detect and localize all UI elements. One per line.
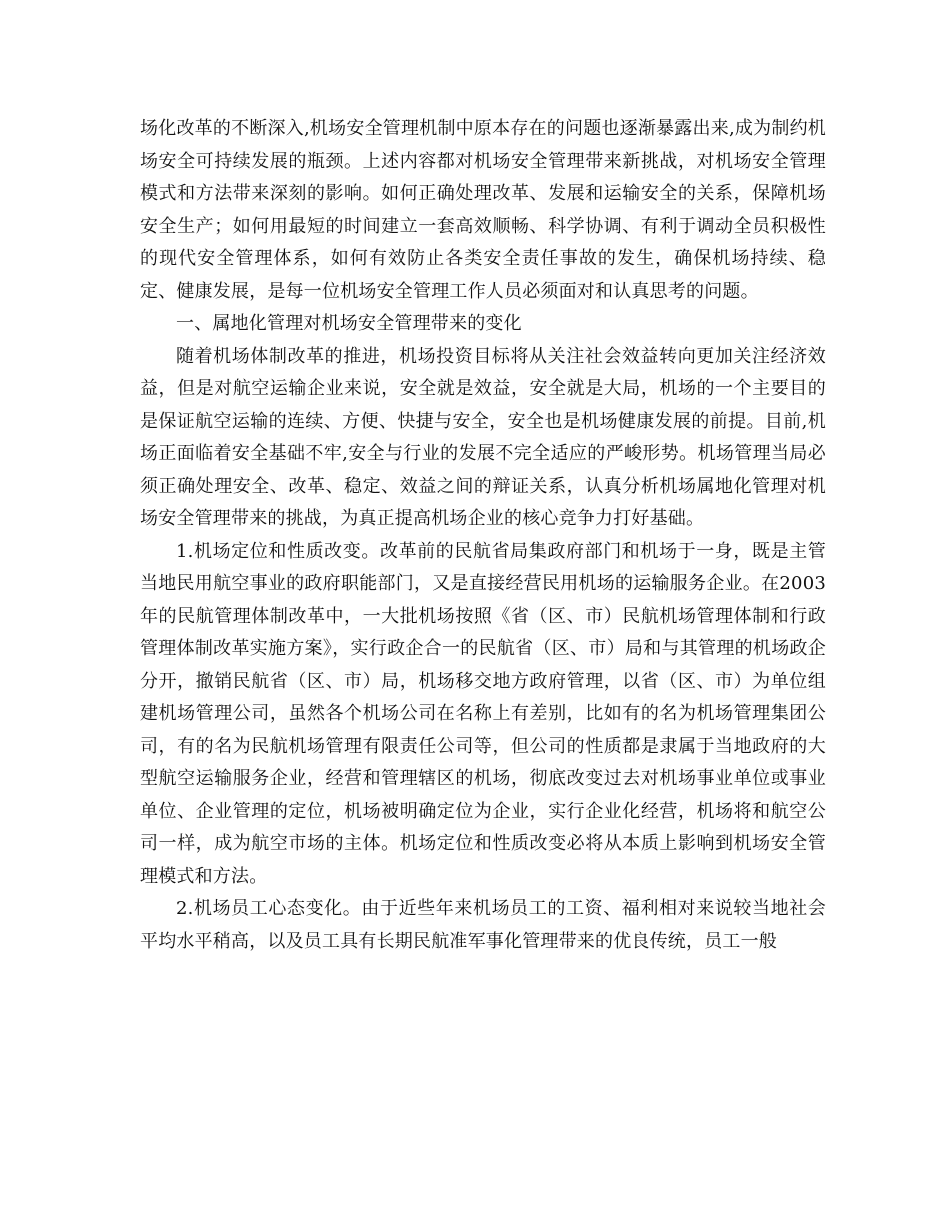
document-body <box>140 113 826 958</box>
paragraph-item-1: 1.机场定位和性质改变。改革前的民航省局集政府部门和机场于一身，既是主管当地民用航空事业的政府职能部门，又是直接经营民用机场的运输服务企业。在2003年的民航管理体制改革中，一大批机场按照《省（区、市）民航机场管理体制和行政管理体制改革实施方案》，实行政企合一的民航省（区、市）局和与其管理的机场政企分开，撤销民航省（区、市）局，机场移交地方政府管理，以省（区、市）为单位组建机场管理公司，虽然各个机场公司在名称上有差别，比如有的名为机场管理集团公司，有的名为民航机场管理有限责任公司等，但公司的性质都是隶属于当地政府的大型航空运输服务企业，经营和管理辖区的机场，彻底改变过去对机场事业单位或事业单位、企业管理的定位，机场被明确定位为企业，实行企业化经营，机场将和航空公司一样，成为航空市场的主体。机场定位和性质改变必将从本质上影响到机场安全管理模式和方法。 <box>140 540 826 887</box>
paragraph-item-2: 2.机场员工心态变化。由于近些年来机场员工的工资、福利相对来说较当地社会平均水平稍高，以及员工具有长期民航准军事化管理带来的优良传统，员工一般 <box>140 898 826 952</box>
section-heading: 一、属地化管理对机场安全管理带来的变化 <box>176 313 522 334</box>
paragraph-intro-continuation: 场化改革的不断深入,机场安全管理机制中原本存在的问题也逐渐暴露出来,成为制约机场安全可持续发展的瓶颈。上述内容都对机场安全管理带来新挑战，对机场安全管理模式和方法带来深刻的影响。如何正确处理改革、发展和运输安全的关系，保障机场安全生产；如何用最短的时间建立一套高效顺畅、科学协调、有利于调动全员积极性的现代安全管理体系，如何有效防止各类安全责任事故的发生，确保机场持续、稳定、健康发展，是每一位机场安全管理工作人员必须面对和认真思考的问题。 <box>140 118 826 302</box>
paragraph-reform-overview: 随着机场体制改革的推进，机场投资目标将从关注社会效益转向更加关注经济效益，但是对航空运输企业来说，安全就是效益，安全就是大局，机场的一个主要目的是保证航空运输的连续、方便、快捷与安全，安全也是机场健康发展的前提。目前,机场正面临着安全基础不牢,安全与行业的发展不完全适应的严峻形势。机场管理当局必须正确处理安全、改革、稳定、效益之间的辩证关系，认真分析机场属地化管理对机场安全管理带来的挑战，为真正提高机场企业的核心竞争力打好基础。 <box>140 345 826 529</box>
